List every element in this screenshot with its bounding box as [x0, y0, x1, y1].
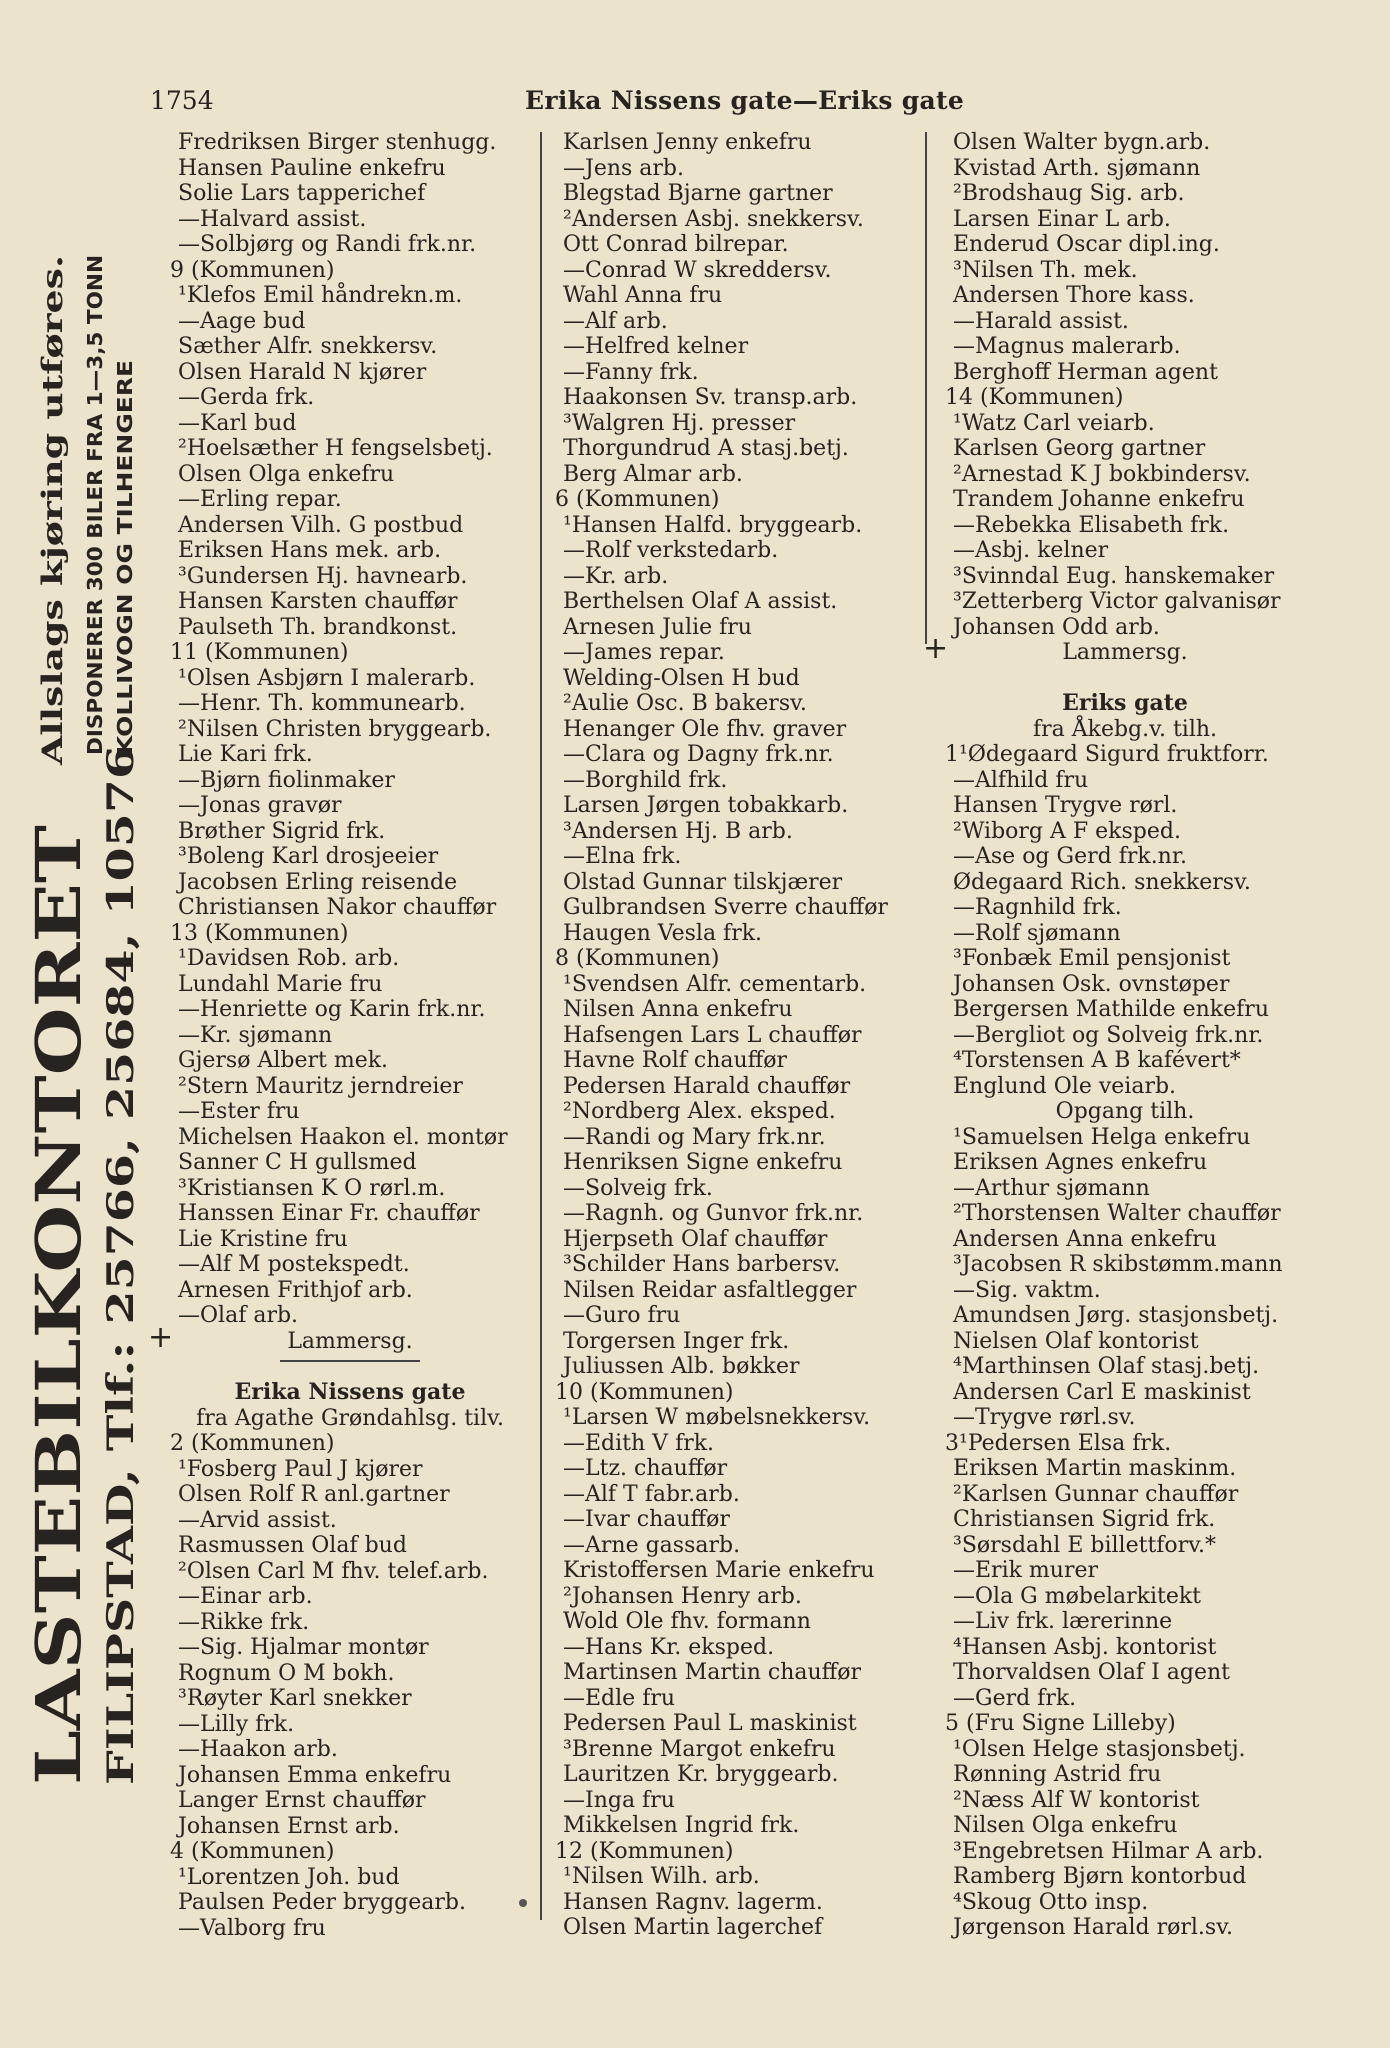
resident-entry: Brøther Sigrid frk. — [178, 818, 386, 844]
resident-entry: Paulseth Th. brandkonst. — [178, 614, 458, 640]
resident-entry: Amundsen Jørg. stasjonsbetj. — [953, 1303, 1279, 1328]
household-member-entry: —Ltz. chauffør — [563, 1456, 728, 1481]
household-member-entry: —Asbj. kelner — [953, 538, 1109, 563]
house-number-entry: 14 (Kommunen) — [945, 385, 1124, 410]
household-member-entry: —Einar arb. — [178, 1584, 313, 1609]
household-member-entry: —Rebekka Elisabeth frk. — [953, 512, 1230, 538]
resident-entry: Rasmussen Olaf bud — [178, 1533, 407, 1558]
resident-entry: ³Gundersen Hj. havnearb. — [178, 563, 468, 589]
resident-entry: ³Schilder Hans barbersv. — [563, 1252, 841, 1277]
resident-entry: ³Zetterberg Victor galvanisør — [953, 589, 1281, 614]
cross-street — [923, 631, 1305, 666]
resident-entry: ³Engebretsen Hilmar A arb. — [953, 1838, 1264, 1864]
household-member-entry: —Gerd frk. — [953, 1685, 1077, 1711]
household-member-entry: —Lilly frk. — [178, 1711, 295, 1737]
household-member-entry: —Erling repar. — [178, 487, 342, 512]
resident-entry: Lundahl Marie fru — [178, 971, 383, 997]
resident-entry: ²Næss Alf W kontorist — [953, 1787, 1200, 1813]
cross-mark: + — [923, 631, 949, 666]
resident-entry: Blegstad Bjarne gartner — [563, 181, 833, 206]
resident-entry: ¹Svendsen Alfr. cementarb. — [563, 971, 867, 997]
resident-entry: Olsen Olga enkefru — [178, 461, 395, 487]
resident-entry: Andersen Thore kass. — [953, 283, 1195, 308]
resident-entry: Sanner C H gullsmed — [178, 1150, 417, 1175]
cross-street-label: Lammersg. — [287, 1328, 413, 1354]
resident-entry: ¹Larsen W møbelsnekkersv. — [563, 1405, 871, 1430]
resident-entry: Torgersen Inger frk. — [563, 1328, 790, 1354]
resident-entry: Ramberg Bjørn kontorbud — [953, 1864, 1247, 1889]
resident-entry: Karlsen Jenny enkefru — [563, 130, 812, 155]
resident-entry: Haakonsen Sv. transp.arb. — [563, 385, 858, 410]
resident-entry: Karlsen Georg gartner — [953, 436, 1206, 461]
resident-entry: ³Walgren Hj. presser — [563, 410, 796, 436]
resident-entry: ¹Klefos Emil håndrekn.m. — [178, 283, 463, 308]
resident-entry: ¹Hansen Halfd. bryggearb. — [563, 512, 863, 538]
resident-entry: Arnesen Julie fru — [563, 614, 752, 640]
household-member-entry: —Edith V frk. — [563, 1430, 715, 1456]
household-member-entry: —Sig. vaktm. — [953, 1277, 1101, 1303]
resident-entry: ²Thorstensen Walter chauffør — [953, 1201, 1281, 1226]
household-member-entry: —Alf T fabr.arb. — [563, 1481, 740, 1507]
resident-entry: Eriksen Martin maskinm. — [953, 1456, 1237, 1481]
household-member-entry: —Ragnhild frk. — [953, 895, 1122, 920]
resident-entry: ²Aulie Osc. B bakersv. — [563, 691, 807, 716]
resident-entry: Solie Lars tapperichef — [178, 181, 426, 206]
resident-entry: Juliussen Alb. bøkker — [563, 1354, 800, 1379]
street-note: Opgang tilh. — [1055, 1099, 1195, 1124]
house-number-entry: 13 (Kommunen) — [170, 920, 349, 946]
household-member-entry: —Karl bud — [178, 410, 297, 436]
resident-entry: Haugen Vesla frk. — [563, 920, 763, 946]
resident-entry: Englund Ole veiarb. — [953, 1073, 1177, 1099]
household-member-entry: —Halvard assist. — [178, 206, 367, 232]
resident-entry: Lie Kari frk. — [178, 742, 313, 767]
cross-street — [148, 1319, 530, 1355]
street-heading: Eriks gate — [1062, 690, 1188, 716]
resident-entry: Bergersen Mathilde enkefru — [953, 997, 1269, 1022]
household-member-entry: —Ivar chauffør — [563, 1507, 730, 1532]
resident-entry: Fredriksen Birger stenhugg. — [178, 130, 497, 155]
resident-entry: Olsen Rolf R anl.gartner — [178, 1482, 450, 1507]
resident-entry: ²Nordberg Alex. eksped. — [563, 1099, 836, 1124]
house-number-entry: 12 (Kommunen) — [555, 1838, 734, 1864]
ad-fleet-line: DISPONERER 300 BILER FRA 1—3,5 TONN — [83, 290, 107, 755]
resident-entry: Langer Ernst chauffør — [178, 1788, 426, 1813]
resident-entry: Hansen Pauline enkefru — [178, 155, 446, 181]
resident-entry: Ødegaard Rich. snekkersv. — [953, 869, 1251, 895]
resident-entry: Thorvaldsen Olaf I agent — [953, 1660, 1230, 1685]
ad-company: LASTEBILKONTORET — [22, 1022, 95, 1785]
ad-phones: FILIPSTAD, Tlf.: 25766, 25684, 10576 — [100, 1020, 142, 1785]
resident-entry: ¹Watz Carl veiarb. — [953, 410, 1155, 436]
resident-entry: ³Sørsdahl E billettforv.* — [953, 1532, 1217, 1558]
household-member-entry: —Jonas gravør — [178, 793, 342, 818]
resident-entry: ³Kristiansen K O rørl.m. — [178, 1175, 446, 1201]
resident-entry: Ott Conrad bilrepar. — [563, 232, 789, 257]
household-member-entry: —Magnus malerarb. — [953, 334, 1181, 359]
print-dot — [519, 1899, 527, 1907]
resident-entry: Johansen Emma enkefru — [178, 1762, 452, 1788]
directory-column-3 — [923, 130, 1305, 1941]
resident-entry: Paulsen Peder bryggearb. — [178, 1890, 466, 1915]
resident-entry: Welding-Olsen H bud — [563, 665, 800, 691]
resident-entry: Enderud Oscar dipl.ing. — [953, 232, 1220, 257]
resident-entry: Eriksen Hans mek. arb. — [178, 538, 442, 563]
household-member-entry: —Bjørn fiolinmaker — [178, 767, 395, 793]
household-member-entry: —Alf arb. — [563, 308, 668, 334]
resident-entry: ³Jacobsen R skibstømm.mann — [953, 1252, 1283, 1277]
resident-entry: ¹Olsen Helge stasjonsbetj. — [953, 1736, 1246, 1762]
resident-entry: Henanger Ole fhv. graver — [563, 716, 847, 742]
resident-entry: ³Andersen Hj. B arb. — [563, 818, 793, 844]
resident-entry: Olsen Harald N kjører — [178, 359, 427, 385]
ad-slogan: Allslags kjøring utføres. — [36, 387, 69, 765]
resident-entry: Johansen Odd arb. — [953, 614, 1160, 640]
household-member-entry: —Aage bud — [178, 308, 306, 334]
resident-entry: Andersen Vilh. G postbud — [178, 512, 464, 538]
spacer — [945, 666, 1305, 692]
resident-entry: ³Brenne Margot enkefru — [563, 1736, 836, 1762]
resident-entry: Lie Kristine fru — [178, 1226, 348, 1252]
resident-entry: ¹Olsen Asbjørn I malerarb. — [178, 665, 476, 691]
resident-entry: Berghoff Herman agent — [953, 359, 1218, 385]
resident-entry: Olsen Martin lagerchef — [563, 1915, 823, 1940]
resident-entry: Andersen Carl E maskinist — [953, 1379, 1251, 1405]
resident-entry: Nilsen Anna enkefru — [563, 997, 793, 1022]
resident-entry: Kvistad Arth. sjømann — [953, 155, 1201, 181]
household-member-entry: —Arvid assist. — [178, 1507, 337, 1533]
resident-entry: Wahl Anna fru — [563, 283, 723, 308]
house-number-entry: 3¹Pedersen Elsa frk. — [945, 1430, 1172, 1456]
resident-entry: ³Fonbæk Emil pensjonist — [953, 946, 1231, 971]
resident-entry: Hansen Karsten chauffør — [178, 589, 458, 614]
resident-entry: Pedersen Paul L maskinist — [563, 1711, 857, 1736]
household-member-entry: —Olaf arb. — [178, 1303, 299, 1328]
resident-entry: Nilsen Olga enkefru — [953, 1813, 1178, 1838]
household-member-entry: —Alfhild fru — [953, 767, 1089, 793]
household-member-entry: —Ester fru — [178, 1099, 300, 1124]
directory-column-1 — [148, 130, 530, 1941]
household-member-entry: —Henriette og Karin frk.nr. — [178, 997, 486, 1022]
house-number-entry: 4 (Kommunen) — [170, 1839, 335, 1864]
resident-entry: Rognum O M bokh. — [178, 1660, 395, 1686]
resident-entry: Hanssen Einar Fr. chauffør — [178, 1201, 480, 1226]
resident-entry: Berg Almar arb. — [563, 461, 743, 487]
resident-entry: Larsen Jørgen tobakkarb. — [563, 793, 849, 818]
running-head: Erika Nissens gate—Eriks gate — [525, 86, 965, 115]
household-member-entry: —Conrad W skreddersv. — [563, 257, 832, 283]
resident-entry: Hjerpseth Olaf chauffør — [563, 1226, 828, 1252]
section-divider — [280, 1360, 420, 1362]
resident-entry: Jørgenson Harald rørl.sv. — [953, 1915, 1234, 1940]
resident-entry: ¹Fosberg Paul J kjører — [178, 1456, 423, 1482]
resident-entry: Michelsen Haakon el. montør — [178, 1124, 508, 1150]
resident-entry: ²Nilsen Christen bryggearb. — [178, 716, 492, 742]
resident-entry: Trandem Johanne enkefru — [953, 487, 1245, 512]
household-member-entry: —Alf M postekspedt. — [178, 1252, 410, 1277]
street-note: fra Agathe Grøndahlsg. tilv. — [196, 1405, 504, 1431]
ad-trailer-line: KOLLIVOGN OG TILHENGERE — [113, 437, 137, 755]
household-member-entry: —Ase og Gerd frk.nr. — [953, 844, 1187, 869]
household-member-entry: —Rolf verkstedarb. — [563, 538, 779, 563]
household-member-entry: —Inga fru — [563, 1787, 675, 1813]
side-advertisement — [22, 170, 158, 1790]
household-member-entry: —Edle fru — [563, 1685, 676, 1711]
household-member-entry: —Ragnh. og Gunvor frk.nr. — [563, 1201, 864, 1226]
resident-entry: ²Karlsen Gunnar chauffør — [953, 1481, 1239, 1507]
resident-entry: Lauritzen Kr. bryggearb. — [563, 1762, 839, 1787]
resident-entry: ¹Lorentzen Joh. bud — [178, 1864, 400, 1890]
page-number: 1754 — [150, 86, 214, 115]
house-number-entry: 2 (Kommunen) — [170, 1431, 335, 1456]
resident-entry: Hafsengen Lars L chauffør — [563, 1022, 862, 1048]
household-member-entry: —Kr. arb. — [563, 563, 669, 589]
resident-entry: ³Røyter Karl snekker — [178, 1686, 412, 1711]
household-member-entry: —Arne gassarb. — [563, 1532, 741, 1558]
house-number-entry: 5 (Fru Signe Lilleby) — [945, 1711, 1176, 1736]
household-member-entry: —Trygve rørl.sv. — [953, 1405, 1136, 1430]
resident-entry: Andersen Anna enkefru — [953, 1226, 1217, 1252]
resident-entry: Sæther Alfr. snekkersv. — [178, 334, 438, 359]
house-number-entry: 11 (Kommunen) — [170, 640, 349, 665]
household-member-entry: —Haakon arb. — [178, 1737, 338, 1762]
household-member-entry: —Kr. sjømann — [178, 1022, 333, 1048]
column-rule-right — [925, 132, 927, 644]
household-member-entry: —Arthur sjømann — [953, 1175, 1150, 1201]
resident-entry: Christiansen Sigrid frk. — [953, 1507, 1216, 1532]
resident-entry: Nielsen Olaf kontorist — [953, 1328, 1199, 1354]
resident-entry: ²Johansen Henry arb. — [563, 1583, 802, 1609]
resident-entry: Gjersø Albert mek. — [178, 1048, 389, 1073]
resident-entry: Rønning Astrid fru — [953, 1762, 1162, 1787]
street-heading: Erika Nissens gate — [234, 1379, 466, 1405]
resident-entry: ⁴Skoug Otto insp. — [953, 1889, 1149, 1915]
household-member-entry: —Solveig frk. — [563, 1175, 713, 1201]
cross-street-label: Lammersg. — [1062, 640, 1188, 665]
resident-entry: Pedersen Harald chauffør — [563, 1073, 851, 1099]
resident-entry: Hansen Ragnv. lagerm. — [563, 1889, 823, 1915]
resident-entry: ⁴Hansen Asbj. kontorist — [953, 1634, 1217, 1660]
cross-mark: + — [148, 1319, 174, 1355]
resident-entry: ²Arnestad K J bokbindersv. — [953, 461, 1251, 487]
resident-entry: Johansen Osk. ovnstøper — [953, 971, 1230, 997]
resident-entry: Arnesen Frithjof arb. — [178, 1277, 413, 1303]
household-member-entry: —Liv frk. lærerinne — [953, 1609, 1173, 1634]
household-member-entry: —Guro fru — [563, 1303, 681, 1328]
resident-entry: ²Stern Mauritz jerndreier — [178, 1073, 463, 1099]
household-member-entry: —Solbjørg og Randi frk.nr. — [178, 232, 477, 257]
directory-column-2 — [555, 130, 915, 1941]
resident-entry: ¹Nilsen Wilh. arb. — [563, 1864, 760, 1889]
resident-entry: Havne Rolf chauffør — [563, 1048, 788, 1073]
household-member-entry: —Erik murer — [953, 1558, 1099, 1583]
household-member-entry: —Hans Kr. eksped. — [563, 1634, 775, 1660]
household-member-entry: —Sig. Hjalmar montør — [178, 1635, 429, 1660]
house-number-entry: 1¹Ødegaard Sigurd fruktforr. — [945, 742, 1269, 767]
resident-entry: ²Hoelsæther H fengselsbetj. — [178, 436, 493, 461]
household-member-entry: —Fanny frk. — [563, 359, 699, 385]
resident-entry: Martinsen Martin chauffør — [563, 1660, 862, 1685]
resident-entry: ³Nilsen Th. mek. — [953, 257, 1138, 283]
household-member-entry: —Henr. Th. kommunearb. — [178, 691, 466, 716]
resident-entry: ²Andersen Asbj. snekkersv. — [563, 206, 864, 232]
resident-entry: Henriksen Signe enkefru — [563, 1150, 843, 1175]
resident-entry: Jacobsen Erling reisende — [178, 869, 458, 895]
resident-entry: ⁴Torstensen A B kafévert* — [953, 1048, 1241, 1073]
household-member-entry: —Harald assist. — [953, 308, 1129, 334]
street-note: fra Åkebg.v. tilh. — [1032, 716, 1218, 742]
resident-entry: Thorgundrud A stasj.betj. — [563, 436, 849, 461]
resident-entry: ¹Samuelsen Helga enkefru — [953, 1124, 1251, 1150]
household-member-entry: —Borghild frk. — [563, 767, 728, 793]
resident-entry: Olstad Gunnar tilskjærer — [563, 869, 843, 895]
household-member-entry: —Rikke frk. — [178, 1609, 310, 1635]
resident-entry: ²Olsen Carl M fhv. telef.arb. — [178, 1558, 489, 1584]
household-member-entry: —Clara og Dagny frk.nr. — [563, 742, 834, 767]
house-number-entry: 9 (Kommunen) — [170, 257, 335, 283]
house-number-entry: 8 (Kommunen) — [555, 946, 720, 971]
resident-entry: Larsen Einar L arb. — [953, 206, 1171, 232]
household-member-entry: —Helfred kelner — [563, 334, 749, 359]
resident-entry: ⁴Marthinsen Olaf stasj.betj. — [953, 1354, 1260, 1379]
resident-entry: Gulbrandsen Sverre chauffør — [563, 895, 888, 920]
household-member-entry: —Elna frk. — [563, 844, 682, 869]
household-member-entry: —Bergliot og Solveig frk.nr. — [953, 1022, 1264, 1048]
household-member-entry: —Jens arb. — [563, 155, 684, 181]
resident-entry: ³Boleng Karl drosjeeier — [178, 844, 439, 869]
resident-entry: Johansen Ernst arb. — [178, 1813, 400, 1839]
house-number-entry: 10 (Kommunen) — [555, 1379, 734, 1405]
resident-entry: Olsen Walter bygn.arb. — [953, 130, 1211, 155]
household-member-entry: —Rolf sjømann — [953, 920, 1121, 946]
resident-entry: ²Wiborg A F eksped. — [953, 818, 1181, 844]
resident-entry: Hansen Trygve rørl. — [953, 793, 1178, 818]
resident-entry: Mikkelsen Ingrid frk. — [563, 1813, 800, 1838]
household-member-entry: —James repar. — [563, 640, 725, 665]
resident-entry: Nilsen Reidar asfaltlegger — [563, 1277, 857, 1303]
resident-entry: ¹Davidsen Rob. arb. — [178, 946, 400, 971]
resident-entry: Berthelsen Olaf A assist. — [563, 589, 838, 614]
resident-entry: Kristoffersen Marie enkefru — [563, 1558, 875, 1583]
resident-entry: ²Brodshaug Sig. arb. — [953, 181, 1185, 206]
household-member-entry: —Gerda frk. — [178, 385, 315, 410]
household-member-entry: —Valborg fru — [178, 1915, 326, 1941]
household-member-entry: —Randi og Mary frk.nr. — [563, 1124, 826, 1150]
house-number-entry: 6 (Kommunen) — [555, 487, 720, 512]
household-member-entry: —Ola G møbelarkitekt — [953, 1583, 1202, 1609]
resident-entry: Wold Ole fhv. formann — [563, 1609, 811, 1634]
column-rule-left — [540, 132, 542, 1920]
resident-entry: Eriksen Agnes enkefru — [953, 1150, 1208, 1175]
resident-entry: ³Svinndal Eug. hanskemaker — [953, 563, 1275, 589]
resident-entry: Christiansen Nakor chauffør — [178, 895, 497, 920]
